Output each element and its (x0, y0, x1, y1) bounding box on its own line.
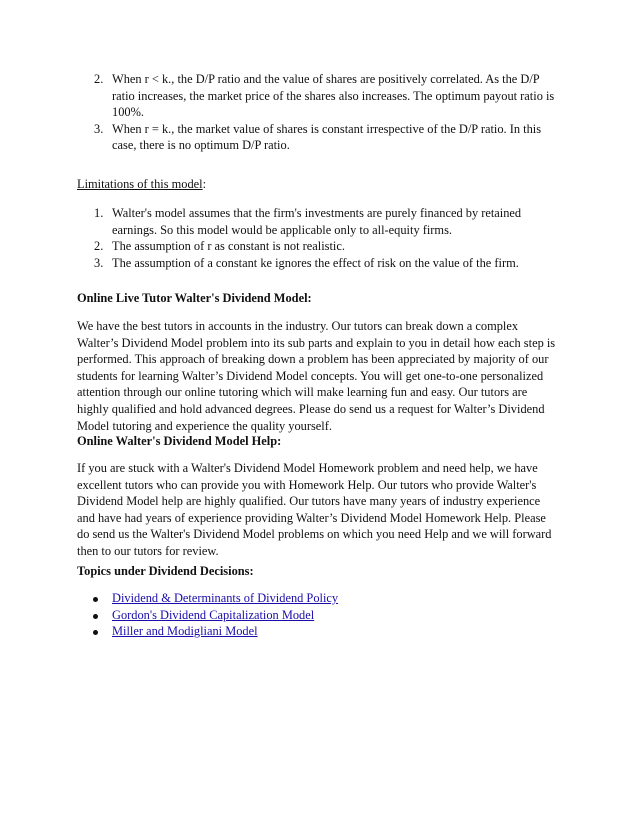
topics-link-list (0, 590, 638, 640)
tutor-paragraph: We have the best tutors in accounts in the industry. Our tutors can break down a complex Walter’s Dividend Model problem into its sub parts and explain to you in detail how each step is performed. This approach of breaking down a problem has been appreciated by majority of our students for learning Walter’s Dividend Model concepts. You will get one-to-one personalized attention through our online tutoring which will make learning fun and easy. Our tutors are highly qualified and hold advanced degrees. Please do send us a request for Walter’s Dividend Model tutoring and experience the quality yourself. (77, 319, 556, 433)
list-item (0, 255, 638, 272)
list-item-number: 3. (94, 255, 104, 270)
list-item (0, 590, 638, 607)
bullet-icon (93, 630, 98, 635)
limitations-heading-text: Limitations of this model (77, 177, 203, 191)
list-item-text: Walter's model assumes that the firm's investments are purely financed by retained earnings. So this model would be applicable only to all-equity firms. (112, 206, 522, 237)
list-item (0, 71, 638, 121)
list-item-number: 3. (94, 121, 104, 136)
list-item-text: The assumption of r as constant is not realistic. (112, 239, 345, 254)
list-item (0, 121, 638, 154)
bullet-icon (93, 597, 98, 602)
list-item-number: 2. (94, 239, 104, 254)
limitations-list (0, 205, 638, 271)
list-item-text: When r < k., the D/P ratio and the value of shares are positively correlated. As the D/P ratio increases, the market price of the shares also increases. The optimum payout ratio is 100%. (112, 72, 555, 120)
list-item (0, 607, 638, 624)
bullet-icon (93, 614, 98, 619)
list-item-number: 2. (94, 72, 104, 86)
help-paragraph: If you are stuck with a Walter's Dividend Model Homework problem and need help, we have excellent tutors who can provide you with Homework Help. Our tutors who provide Walter's Dividend Model help are highly qualified. Our tutors have many years of industry experience and have had years of experience providing Walter’s Dividend Model Homework Help. Please do send us the Walter's Dividend Model problems on which you need Help and we will forward then to our tutors for review. (77, 461, 552, 558)
intro-numbered-list (0, 71, 638, 154)
link-gordon-model[interactable]: Gordon's Dividend Capitalization Model (112, 607, 315, 622)
link-miller-modigliani[interactable]: Miller and Modigliani Model (112, 624, 258, 639)
link-dividend-determinants[interactable]: Dividend & Determinants of Dividend Policy (112, 591, 339, 605)
list-item-text: The assumption of a constant ke ignores the effect of risk on the value of the firm. (112, 255, 519, 270)
list-item (0, 238, 638, 255)
limitations-heading (77, 176, 561, 193)
topics-heading: Topics under Dividend Decisions: (77, 564, 254, 578)
tutor-heading: Online Live Tutor Walter's Dividend Model: (77, 291, 312, 305)
list-item-text: When r = k., the market value of shares is constant irrespective of the D/P ratio. In this case, there is no optimum D/P ratio. (112, 121, 542, 153)
list-item (0, 623, 638, 640)
list-item (0, 205, 638, 238)
list-item-number: 1. (94, 206, 104, 220)
help-heading: Online Walter's Dividend Model Help: (77, 434, 282, 448)
limitations-heading-colon: : (202, 177, 207, 191)
